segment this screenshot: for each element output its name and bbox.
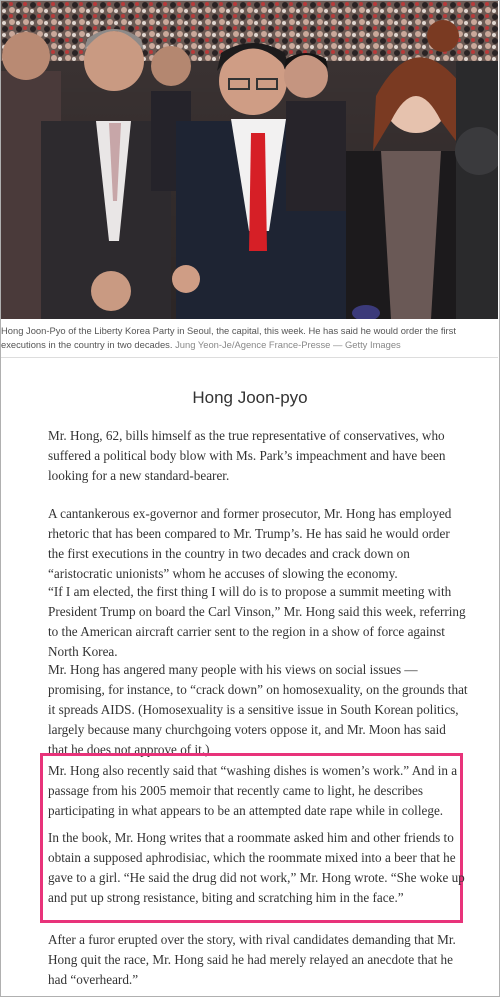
article-paragraph-1: Mr. Hong, 62, bills himself as the true representative of conservatives, who suffered a political body blow with Ms. Park’s impeachment and have been looking for a new standard-bearer.: [48, 428, 446, 483]
photo-credit: Jung Yeon-Je/Agence France-Presse — Getty Images: [175, 339, 401, 350]
article-paragraph-7: After a furor erupted over the story, with rival candidates demanding that Mr. Hong quit the race, Mr. Hong said he had merely relayed an anecdote that he had “overheard.”: [48, 932, 456, 987]
article-paragraph-2: A cantankerous ex-governor and former prosecutor, Mr. Hong has employed rhetoric that has been compared to Mr. Trump’s. He has said he would order the first executions in the country in two decades and crack down on “aristocratic unionists” whom he accuses of slowing the economy.: [48, 506, 452, 581]
article-paragraph-5: Mr. Hong also recently said that “washing dishes is women’s work.” And in a passage from his 2005 memoir that recently came to light, he describes participating in what appears to be an attempted date rape while in college.: [48, 763, 458, 818]
photo-caption: [1, 324, 498, 352]
section-heading: Hong Joon-pyo: [192, 388, 308, 407]
article-paragraph-4: Mr. Hong has angered many people with his views on social issues — promising, for instance, to “crack down” on homosexuality, on the grounds that it spreads AIDS. (Homosexuality is a sensitive issue in South Korean politics, largely because many churchgoing voters oppose it, and Mr. Moon has said that he does not approve of it.): [48, 662, 468, 757]
article-paragraph-3: “If I am elected, the first thing I will do is to propose a summit meeting with President Trump on board the Carl Vinson,” Mr. Hong said this week, referring to the American aircraft carrier sent to the region in a show of force against North Korea.: [48, 584, 466, 659]
article-paragraph-6: In the book, Mr. Hong writes that a roommate asked him and other friends to obtain a supposed aphrodisiac, which the roommate mixed into a beer that he gave to a girl. “He said the drug did not work,” Mr. Hong wrote. “She woke up and put up strong resistance, biting and scratching him in the face.”: [48, 830, 465, 905]
photo-of-crowd-icon: [1, 1, 498, 319]
news-photo: [1, 1, 498, 319]
divider: [1, 357, 498, 358]
caption-text: Hong Joon-Pyo of the Liberty Korea Party in Seoul, the capital, this week. He has said he would order the first executions in the country in two decades.: [1, 325, 456, 350]
